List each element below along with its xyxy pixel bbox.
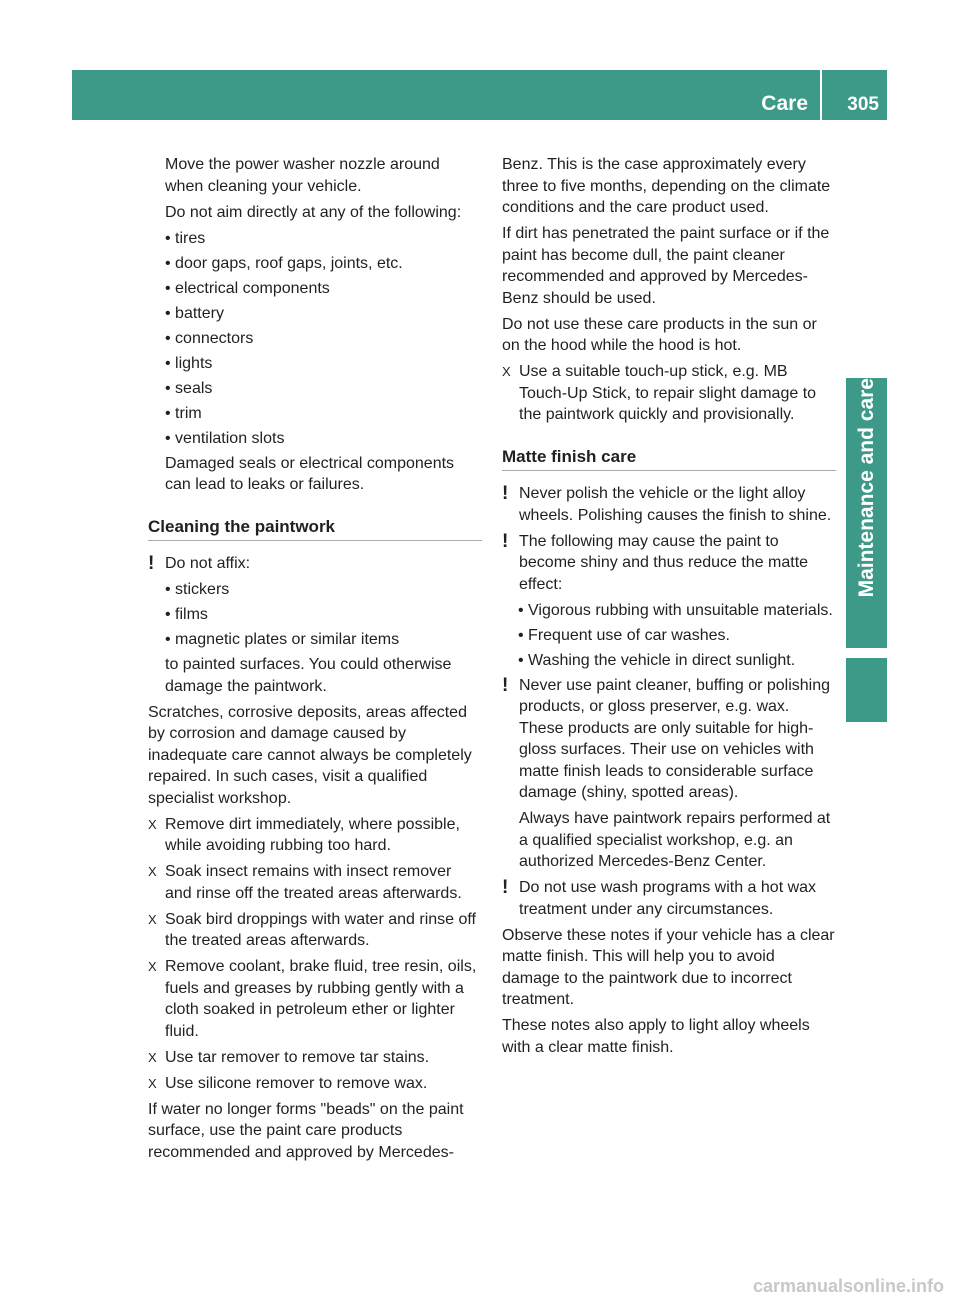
paragraph: If dirt has penetrated the paint surface or if the paint has become dull, the paint cleaner recommended and approved by Mercedes-Benz should be used. — [502, 225, 830, 307]
list-item: • ventilation slots — [148, 428, 482, 450]
watermark: carmanualsonline.info — [752, 1276, 944, 1296]
matte-risk-list — [502, 600, 836, 672]
page-number: 305 — [847, 94, 879, 115]
paragraph: These notes also apply to light alloy wheels with a clear matte finish. — [502, 1017, 810, 1056]
paragraph: Damaged seals or electrical components can lead to leaks or failures. — [165, 454, 455, 493]
side-tab-label: Maintenance and care — [855, 378, 878, 598]
step-text: Remove dirt immediately, where possible, while avoiding rubbing too hard. — [165, 815, 460, 854]
list-item: • magnetic plates or similar items — [148, 629, 482, 651]
warning-text: Do not use wash programs with a hot wax treatment under any circumstances. — [519, 879, 817, 918]
paragraph: Do not use these care products in the sun or on the hood while the hood is hot. — [502, 315, 817, 354]
warning-text: Never use paint cleaner, buffing or polishing products, or gloss preserver, e.g. wax. These products are only suitable for high-gloss surfaces. Their use on vehicles with matte finish leads to considerable surface damage (shiny, spotted areas). — [519, 676, 831, 801]
list-item: • trim — [148, 403, 482, 425]
paragraph: to painted surfaces. You could otherwise damage the paintwork. — [165, 656, 452, 695]
warning-icon: ! — [502, 674, 509, 696]
list-item: • tires — [148, 228, 482, 250]
paragraph: If water no longer forms "beads" on the paint surface, use the paint care products recommended and approved by Mercedes- — [148, 1100, 464, 1161]
affix-list — [148, 579, 482, 651]
step-arrow-icon: X — [148, 816, 157, 832]
step — [148, 1047, 482, 1069]
step — [502, 361, 836, 426]
step — [148, 909, 482, 952]
warning-note — [502, 675, 836, 804]
section-heading: Cleaning the paintwork — [148, 516, 482, 542]
warning-text: Never polish the vehicle or the light alloy wheels. Polishing causes the finish to shine. — [519, 485, 832, 524]
paragraph: Do not aim directly at any of the following: — [165, 203, 462, 221]
step-arrow-icon: X — [502, 364, 511, 379]
step-arrow-icon: X — [148, 1075, 157, 1091]
list-item: • seals — [148, 378, 482, 400]
step — [148, 861, 482, 904]
step-text: Use silicone remover to remove wax. — [165, 1074, 428, 1092]
warning-note — [502, 877, 836, 920]
step-text: Remove coolant, brake fluid, tree resin, oils, fuels and greases by rubbing gently with a cloth soaked in petroleum ether or lighter fluid. — [165, 958, 477, 1040]
list-item: • door gaps, roof gaps, joints, etc. — [148, 253, 482, 275]
list-item: • electrical components — [148, 278, 482, 300]
paragraph: Move the power washer nozzle around when cleaning your vehicle. — [165, 156, 440, 195]
list-item: • battery — [148, 303, 482, 325]
component-list — [148, 228, 482, 450]
warning-note — [148, 553, 482, 575]
step — [148, 1073, 482, 1095]
warning-icon: ! — [502, 483, 509, 504]
warning-icon: ! — [148, 553, 155, 574]
step-arrow-icon: X — [148, 1049, 157, 1065]
header-bar — [72, 70, 887, 120]
warning-icon: ! — [502, 877, 509, 898]
section-title: Care — [761, 70, 822, 120]
list-item: • Washing the vehicle in direct sunlight. — [502, 650, 836, 672]
list-item: • films — [148, 604, 482, 626]
list-item: • connectors — [148, 328, 482, 350]
step-arrow-icon: X — [148, 864, 157, 879]
step-text: Soak bird droppings with water and rinse off the treated areas afterwards. — [165, 910, 476, 949]
step-text: Use a suitable touch-up stick, e.g. MB Touch-Up Stick, to repair slight damage to the paintwork quickly and provisionally. — [519, 363, 817, 423]
warning-text: The following may cause the paint to become shiny and thus reduce the matte effect: — [519, 532, 809, 593]
list-item: • stickers — [148, 579, 482, 601]
paragraph: Observe these notes if your vehicle has a clear matte finish. This will help you to avoid damage to the paintwork due to incorrect treatment. — [502, 926, 835, 1008]
step — [148, 814, 482, 857]
step-text: Soak insect remains with insect remover and rinse off the treated areas afterwards. — [165, 863, 462, 902]
list-item: • Frequent use of car washes. — [502, 625, 836, 647]
list-item: • Vigorous rubbing with unsuitable materials. — [502, 600, 836, 622]
warning-icon: ! — [502, 530, 509, 552]
step — [148, 956, 482, 1042]
step-arrow-icon: X — [148, 959, 157, 974]
step-arrow-icon: X — [148, 911, 157, 927]
list-item: • lights — [148, 353, 482, 375]
paragraph: Scratches, corrosive deposits, areas affected by corrosion and damage caused by inadequate care cannot always be completely repaired. In such cases, visit a qualified specialist workshop. — [148, 703, 472, 807]
left-column — [148, 154, 482, 1168]
right-column — [502, 154, 836, 1063]
warning-text: Do not affix: — [165, 555, 251, 572]
paragraph: Benz. This is the case approximately every three to five months, depending on the climate conditions and the care product used. — [502, 156, 831, 216]
warning-note — [502, 483, 836, 526]
side-tab-marker — [846, 658, 887, 722]
paragraph: Always have paintwork repairs performed at a qualified specialist workshop, e.g. an authorized Mercedes-Benz Center. — [519, 810, 831, 870]
step-text: Use tar remover to remove tar stains. — [165, 1048, 430, 1066]
warning-note — [502, 531, 836, 596]
section-heading: Matte finish care — [502, 446, 836, 472]
